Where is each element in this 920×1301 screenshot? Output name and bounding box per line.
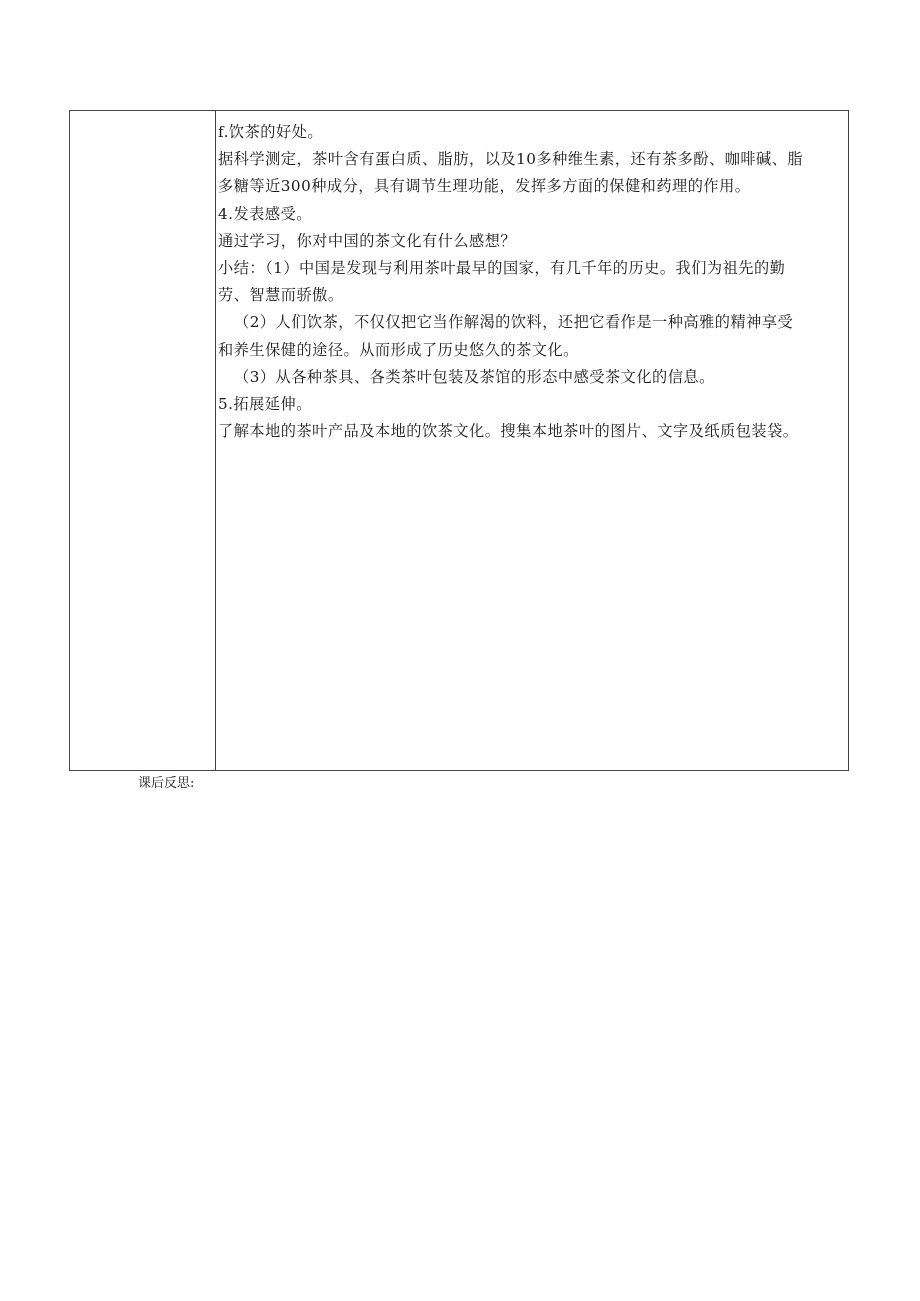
heading-benefits: f.饮茶的好处。 bbox=[218, 123, 324, 141]
summary-line: 劳、智慧而骄傲。 bbox=[218, 286, 344, 305]
paragraph-line: 据科学测定，茶叶含有蛋白质、脂肪，以及10多种维生素，还有茶多酚、咖啡碱、脂 bbox=[218, 150, 804, 169]
table-left-column bbox=[70, 111, 216, 770]
summary-line: （3）从各种茶具、各类茶叶包装及茶馆的形态中感受茶文化的信息。 bbox=[234, 367, 715, 386]
lesson-table bbox=[69, 110, 849, 771]
summary-line: 和养生保健的途径。从而形成了历史悠久的茶文化。 bbox=[218, 340, 579, 359]
paragraph-line: 多糖等近300种成分，具有调节生理功能，发挥多方面的保健和药理的作用。 bbox=[218, 177, 751, 196]
summary-line: （2）人们饮茶，不仅仅把它当作解渴的饮料，还把它看作是一种高雅的精神享受 bbox=[234, 313, 794, 332]
table-content-cell bbox=[216, 111, 848, 770]
heading-extension: 5.拓展延伸。 bbox=[218, 395, 312, 414]
extension-line: 了解本地的茶叶产品及本地的饮茶文化。搜集本地茶叶的图片、文字及纸质包装袋。 bbox=[218, 422, 799, 441]
question-line: 通过学习，你对中国的茶文化有什么感想？ bbox=[218, 231, 517, 250]
summary-line: 小结：（1）中国是发现与利用茶叶最早的国家，有几千年的历史。我们为祖先的勤 bbox=[218, 259, 786, 278]
after-class-reflection-label: 课后反思: bbox=[138, 776, 195, 791]
heading-feelings: 4.发表感受。 bbox=[218, 204, 312, 223]
